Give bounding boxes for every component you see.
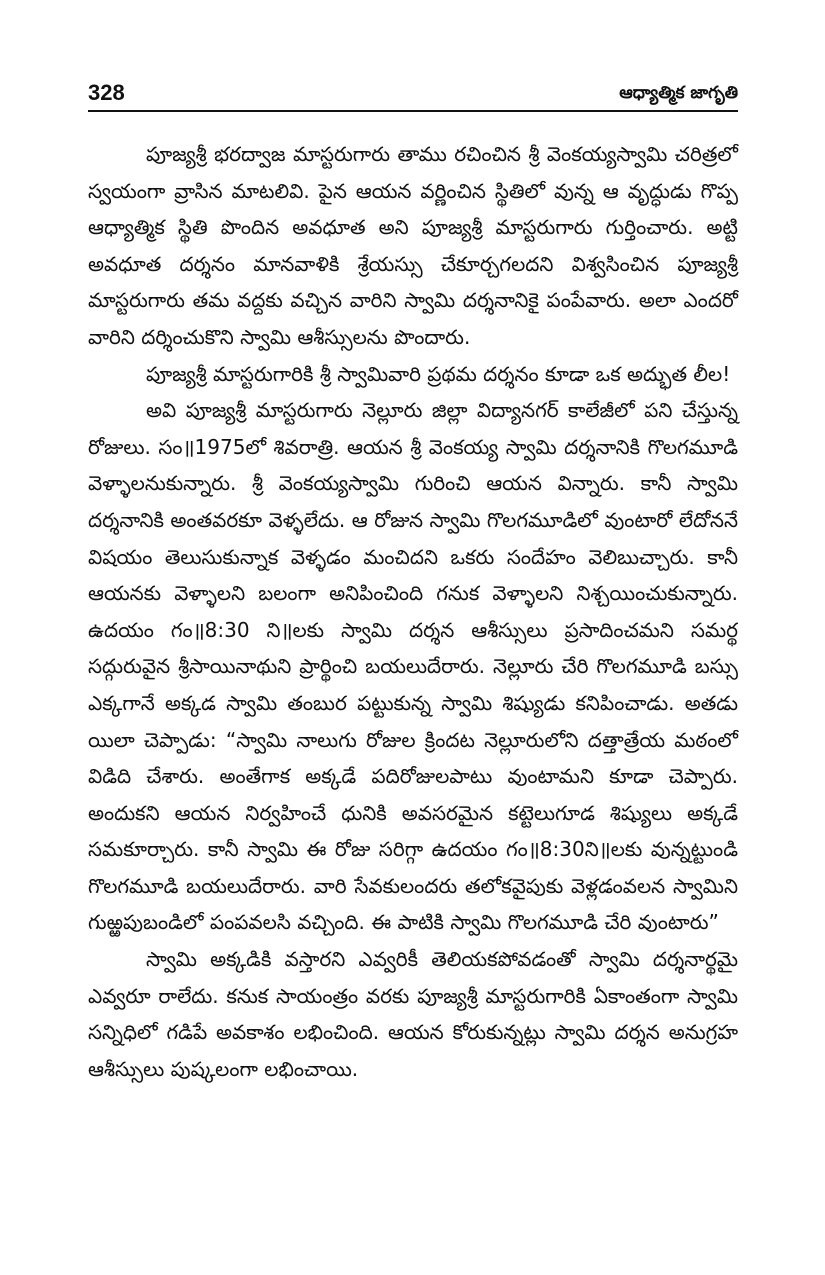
body-text [88,136,738,1087]
running-title: ఆధ్యాత్మిక జాగృతి [619,83,738,103]
paragraph-3: అవి పూజ్యశ్రీ మాస్టరుగారు నెల్లూరు జిల్లా విద్యానగర్ కాలేజీలో పని చేస్తున్న రోజులు. సం॥1975లో శివరాత్రి. ఆయన శ్రీ వెంకయ్య స్వామి దర్శనానికి గొలగమూడి వెళ్ళాలనుకున్నారు. శ్రీ వెంకయ్యస్వామి గురించి ఆయన విన్నారు. కానీ స్వామి దర్శనానికి అంతవరకూ వెళ్ళలేదు. ఆ రోజున స్వామి గొలగమూడిలో వుంటారో లేదోననే విషయం తెలుసుకున్నాక వెళ్ళడం మంచిదని ఒకరు సందేహం వెలిబుచ్చారు. కానీ ఆయనకు వెళ్ళాలని బలంగా అనిపించింది గనుక వెళ్ళాలని నిశ్చయించుకున్నారు. ఉదయం గం॥8:30 ని॥లకు స్వామి దర్శన ఆశీస్సులు ప్రసాదించమని సమర్థ సద్గురువైన శ్రీసాయినాథుని ప్రార్థించి బయలుదేరారు. నెల్లూరు చేరి గొలగమూడి బస్సు ఎక్కగానే అక్కడ స్వామి తంబుర పట్టుకున్న స్వామి శిష్యుడు కనిపించాడు. అతడు యిలా చెప్పాడు: “స్వామి నాలుగు రోజుల క్రిందట నెల్లూరులోని దత్తాత్రేయ మఠంలో విడిది చేశారు. అంతేగాక అక్కడే పదిరోజులపాటు వుంటామని కూడా చెప్పారు. అందుకని ఆయన నిర్వహించే ధునికి అవసరమైన కట్టెలుగూడ శిష్యులు అక్కడే సమకూర్చారు. కానీ స్వామి ఈ రోజు సరిగ్గా ఉదయం గం॥8:30ని॥లకు వున్నట్టుండి గొలగమూడి బయలుదేరారు. వారి సేవకులందరు తలోకవైపుకు వెళ్లడంవలన స్వామిని గుఱ్ఱపుబండిలో పంపవలసి వచ్చింది. ఈ పాటికి స్వామి గొలగమూడి చేరి వుంటారు” [88,398,738,935]
page-number: 328 [88,80,125,105]
paragraph-4: స్వామి అక్కడికి వస్తారని ఎవ్వరికీ తెలియకపోవడంతో స్వామి దర్శనార్థమై ఎవ్వరూ రాలేదు. కనుక సాయంత్రం వరకు పూజ్యశ్రీ మాస్టరుగారికి ఏకాంతంగా స్వామి సన్నిధిలో గడిపే అవకాశం లభించింది. ఆయన కోరుకున్నట్లు స్వామి దర్శన అనుగ్రహ ఆశీస్సులు పుష్కలంగా లభించాయి. [88,947,738,1081]
paragraph-2: పూజ్యశ్రీ మాస్టరుగారికి శ్రీ స్వామివారి ప్రథమ దర్శనం కూడా ఒక అద్భుత లీల! [146,361,731,386]
paragraph-1: పూజ్యశ్రీ భరద్వాజ మాస్టరుగారు తాము రచించిన శ్రీ వెంకయ్యస్వామి చరిత్రలో స్వయంగా వ్రాసిన మాటలివి. పైన ఆయన వర్ణించిన స్థితిలో వున్న ఆ వృద్ధుడు గొప్ప ఆధ్యాత్మిక స్థితి పొందిన అవధూత అని పూజ్యశ్రీ మాస్టరుగారు గుర్తించారు. అట్టి అవధూత దర్శనం మానవాళికి శ్రేయస్సు చేకూర్చగలదని విశ్వసించిన పూజ్యశ్రీ మాస్టరుగారు తమ వద్దకు వచ్చిన వారిని స్వామి దర్శనానికై పంపేవారు. అలా ఎందరో వారిని దర్శించుకొని స్వామి ఆశీస్సులను పొందారు. [88,142,738,349]
page-header [88,76,738,112]
